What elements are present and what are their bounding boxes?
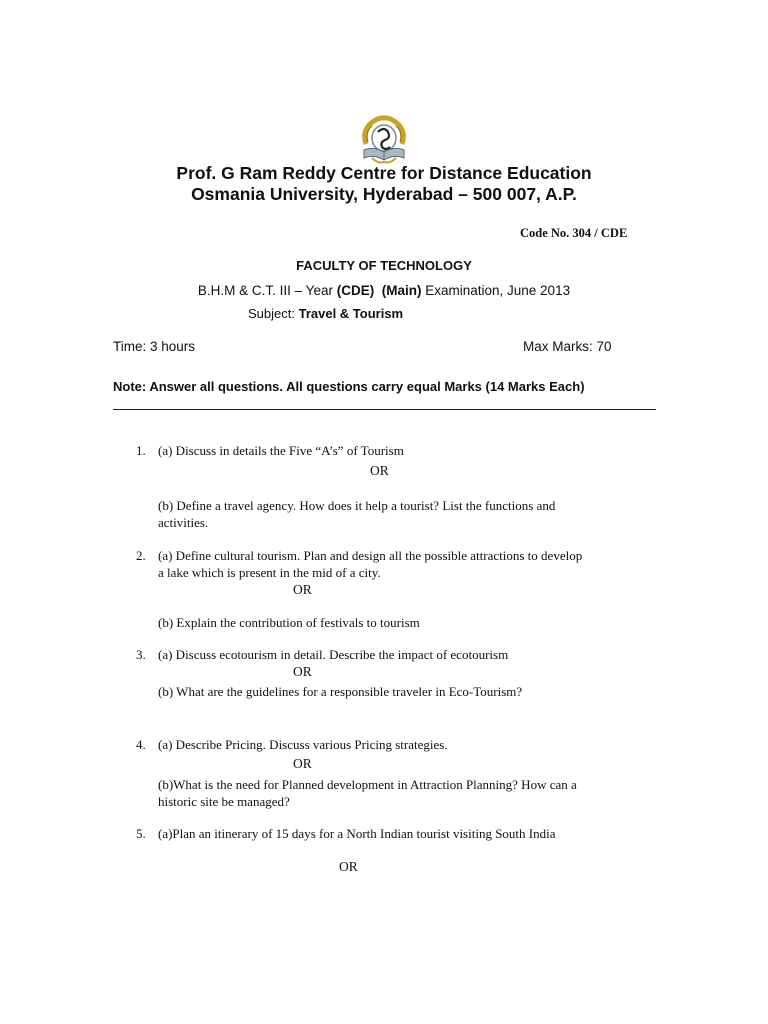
question-number: 1. [136, 443, 146, 458]
exam-note: Note: Answer all questions. All questions carry equal Marks (14 Marks Each) [113, 379, 585, 394]
course-suffix: Examination, June 2013 [421, 283, 571, 298]
or-separator: OR [339, 859, 358, 874]
question-number: 2. [136, 548, 146, 563]
code-number: Code No. 304 / CDE [520, 226, 628, 240]
or-separator: OR [293, 756, 312, 771]
institution-address: Osmania University, Hyderabad – 500 007, A.P. [191, 184, 577, 204]
question-1a: (a) Discuss in details the Five “A’s” of Tourism [158, 443, 404, 458]
faculty-heading: FACULTY OF TECHNOLOGY [296, 258, 472, 273]
question-number: 4. [136, 737, 146, 752]
question-number: 5. [136, 826, 146, 841]
cde-label: (CDE) [336, 283, 375, 298]
max-marks: Max Marks: 70 [523, 339, 612, 354]
question-2a-line1: (a) Define cultural tourism. Plan and design all the possible attractions to develop [158, 548, 583, 563]
subject-label: Subject: [248, 306, 299, 321]
question-4b-line1: (b)What is the need for Planned development in Attraction Planning? How can a [158, 777, 577, 792]
or-separator: OR [370, 463, 389, 478]
exam-title [0, 283, 768, 298]
exam-time: Time: 3 hours [113, 339, 196, 354]
question-2b: (b) Explain the contribution of festivals to tourism [158, 615, 420, 630]
question-4a: (a) Describe Pricing. Discuss various Pricing strategies. [158, 737, 448, 752]
question-1b-line2: activities. [158, 515, 209, 530]
or-separator: OR [293, 664, 312, 679]
question-3a: (a) Discuss ecotourism in detail. Describe the impact of ecotourism [158, 647, 509, 662]
institution-name: Prof. G Ram Reddy Centre for Distance Education [176, 163, 592, 183]
or-separator: OR [293, 582, 312, 597]
question-number: 3. [136, 647, 146, 662]
question-3b: (b) What are the guidelines for a responsible traveler in Eco-Tourism? [158, 684, 523, 699]
university-emblem-icon [358, 114, 410, 166]
question-2a-line2: a lake which is present in the mid of a city. [158, 565, 381, 580]
subject-line [248, 306, 403, 321]
main-label: (Main) [381, 283, 422, 298]
question-1b-line1: (b) Define a travel agency. How does it help a tourist? List the functions and [158, 498, 556, 513]
course-prefix: B.H.M & C.T. III – Year [197, 283, 337, 298]
header-divider [113, 409, 656, 410]
question-5a: (a)Plan an itinerary of 15 days for a North Indian tourist visiting South India [158, 826, 556, 841]
question-4b-line2: historic site be managed? [158, 794, 290, 809]
subject-value: Travel & Tourism [298, 306, 404, 321]
